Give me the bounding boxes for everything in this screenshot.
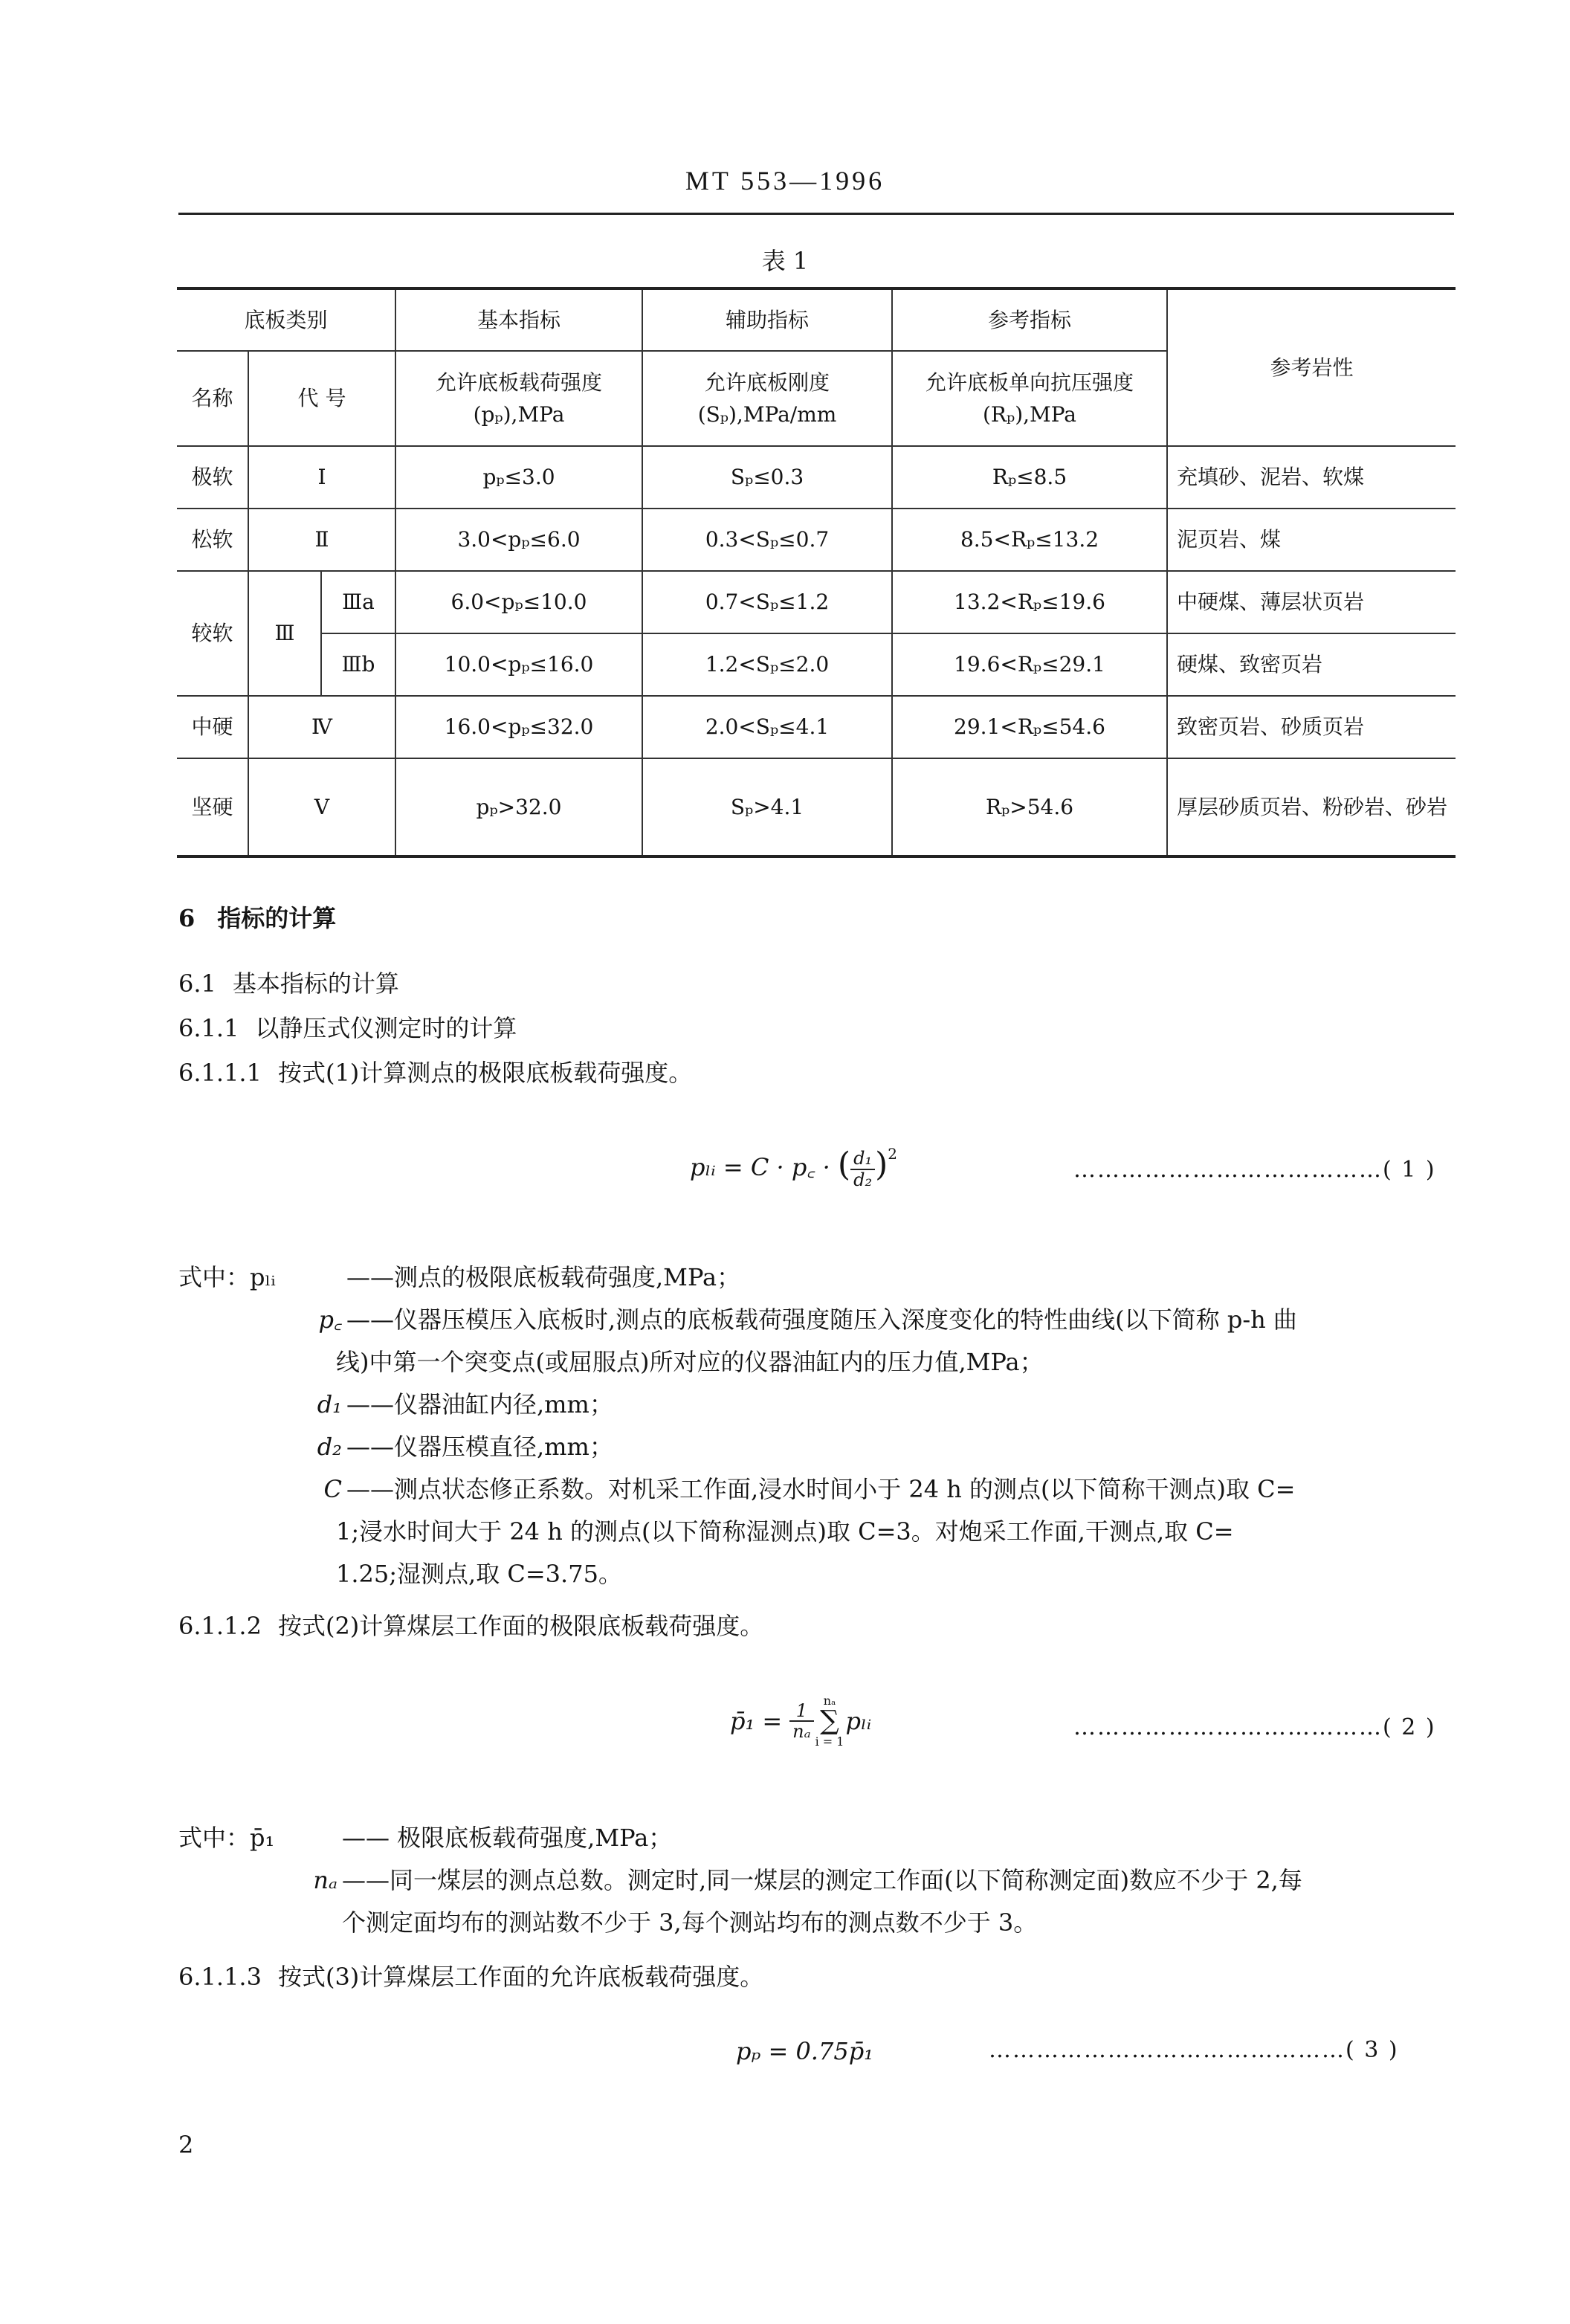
definition-text: 1.25;湿测点,取 C=3.75。 [336,1560,622,1588]
row-aux: 2.0<Sₚ≤4.1 [642,696,892,758]
row-code: Ⅲ [248,571,321,696]
eq1-mid: = C · p꜀ · [723,1153,830,1181]
row-rock: 充填砂、泥岩、软煤 [1167,446,1456,509]
definition-line [178,1341,1457,1384]
row-basic: 6.0<pₚ≤10.0 [395,571,642,633]
definition-symbol: 式中：pₗᵢ [178,1263,276,1291]
definition-symbol [178,1341,336,1384]
definition-line [178,1902,1457,1944]
equation-1-label: …………………………………( 1 ) [1073,1157,1436,1183]
table-row [177,633,1456,696]
subheader-basic: 允许底板载荷强度 (pₚ),MPa [395,351,642,446]
definition-line [178,1553,1457,1595]
table-caption: 表 1 [761,247,809,275]
section-title: 指标的计算 [217,904,337,932]
row-aux: 0.7<Sₚ≤1.2 [642,571,892,633]
equation-3: pₚ = 0.75p̄₁ [736,2037,873,2065]
eq2-equals: = [762,1707,783,1735]
definition-text: ——仪器油缸内径,mm； [346,1390,613,1418]
row-ref: 19.6<Rₚ≤29.1 [892,633,1167,696]
row-code: Ⅰ [248,446,395,509]
eq2-numerator: 1 [789,1701,813,1722]
eq1-exponent: 2 [888,1145,897,1163]
definition-line [178,1859,1457,1902]
definition-symbol: C [323,1475,342,1503]
row-code: Ⅴ [248,758,395,856]
row-code: Ⅱ [248,509,395,571]
section-title: 基本指标的计算 [232,969,399,998]
table-header-row [177,288,1456,351]
section-6-1-heading [178,965,399,999]
row-basic: 16.0<pₚ≤32.0 [395,696,642,758]
definition-line [178,1426,1457,1468]
section-6-1-1-1-heading [178,1054,692,1088]
header-basic: 基本指标 [395,288,642,351]
definition-text: 线)中第一个突变点(或屈服点)所对应的仪器油缸内的压力值,MPa； [336,1348,1044,1376]
definition-text: ——测点的极限底板载荷强度,MPa； [346,1263,741,1291]
definition-line [178,1511,1457,1553]
section-number: 6.1.1.1 [178,1059,262,1087]
section-title: 以静压式仪测定时的计算 [255,1014,517,1042]
definition-symbol: d₂ [317,1433,342,1461]
definition-text: —— 极限底板载荷强度,MPa； [342,1824,673,1852]
row-ref: Rₚ≤8.5 [892,446,1167,509]
table-row [177,446,1456,509]
definition-symbol [178,1553,336,1595]
section-number: 6.1 [178,969,216,998]
definition-symbol [178,1511,336,1553]
equation-2 [730,1694,871,1749]
subheader-aux: 允许底板刚度 (Sₚ),MPa/mm [642,351,892,446]
definition-symbol: nₐ [313,1866,337,1894]
row-rock: 厚层砂质页岩、粉砂岩、砂岩 [1167,758,1456,856]
definition-text: ——仪器压模直径,mm； [346,1433,613,1461]
eq2-sum-sign: ∑ [820,1705,839,1736]
definition-symbol: p꜀ [318,1305,342,1334]
header-rule [178,213,1454,215]
definition-text: ——测点状态修正系数。对机采工作面,浸水时间小于 24 h 的测点(以下简称干测点)取 C= [346,1475,1296,1503]
definition-line [178,1817,1457,1859]
header-aux: 辅助指标 [642,288,892,351]
row-basic: pₚ>32.0 [395,758,642,856]
table-row [177,696,1456,758]
eq2-lhs: p̄₁ [730,1707,755,1735]
row-rock: 硬煤、致密页岩 [1167,633,1456,696]
definition-text: 1;浸水时间大于 24 h 的测点(以下简称湿测点)取 C=3。对炮采工作面,干测点,取 C= [336,1517,1234,1546]
definition-line [178,1299,1457,1341]
equation-2-definitions [178,1817,1457,1944]
equation-1: pₗᵢ = C · p꜀ · ( $\frac{\text{d₁}}{\text{d₂}}$ )$^2$ [690,1145,897,1190]
section-title: 按式(3)计算煤层工作面的允许底板载荷强度。 [277,1963,764,1991]
subheader-name: 名称 [177,351,248,446]
eq2-fraction [789,1701,813,1742]
definition-symbol: 式中：p̄₁ [178,1824,275,1852]
definition-line [178,1384,1457,1426]
definition-text: ——仪器压模压入底板时,测点的底板载荷强度随压入深度变化的特性曲线(以下简称 p-h 曲 [346,1305,1297,1334]
section-number: 6.1.1.3 [178,1963,262,1991]
table-row [177,571,1456,633]
document-code-header: MT 553—1996 [685,166,885,196]
eq2-sum-top: nₐ [823,1694,836,1708]
section-6-1-1-3-heading [178,1958,763,1992]
equation-3-label: ………………………………………( 3 ) [989,2037,1399,2063]
section-6-1-1-2-heading [178,1607,763,1642]
row-name: 较软 [177,571,248,696]
definition-line [178,1468,1457,1511]
definition-text: ——同一煤层的测点总数。测定时,同一煤层的测定工作面(以下简称测定面)数应不少于 2,每 [342,1866,1302,1894]
row-ref: 8.5<Rₚ≤13.2 [892,509,1167,571]
row-basic: 10.0<pₚ≤16.0 [395,633,642,696]
section-number: 6 [178,904,196,932]
row-basic: 3.0<pₚ≤6.0 [395,509,642,571]
definition-text: 个测定面均布的测站数不少于 3,每个测站均布的测点数不少于 3。 [342,1908,1038,1937]
row-rock: 泥页岩、煤 [1167,509,1456,571]
header-category: 底板类别 [177,288,395,351]
row-name: 松软 [177,509,248,571]
equation-1-definitions [178,1256,1457,1595]
section-6-1-1-heading [178,1010,517,1044]
row-aux: 0.3<Sₚ≤0.7 [642,509,892,571]
row-aux: Sₚ>4.1 [642,758,892,856]
row-name: 坚硬 [177,758,248,856]
row-basic: pₚ≤3.0 [395,446,642,509]
eq2-denominator: nₐ [792,1721,811,1742]
floor-classification-table [177,287,1456,858]
eq2-sum-bottom: i = 1 [815,1734,844,1749]
eq1-denominator: d₂ [853,1169,873,1190]
eq2-term: pₗᵢ [845,1707,872,1735]
table-row [177,509,1456,571]
row-rock: 致密页岩、砂质页岩 [1167,696,1456,758]
subheader-ref: 允许底板单向抗压强度 (Rₚ),MPa [892,351,1167,446]
section-6-heading [178,900,336,934]
definition-line [178,1256,1457,1299]
row-aux: 1.2<Sₚ≤2.0 [642,633,892,696]
subheader-code: 代 号 [248,351,395,446]
definition-symbol [178,1902,342,1944]
definition-symbol: d₁ [317,1390,342,1418]
eq1-lhs: pₗᵢ [690,1153,716,1181]
row-name: 极软 [177,446,248,509]
row-subcode: Ⅲb [321,633,395,696]
row-ref: Rₚ>54.6 [892,758,1167,856]
section-title: 按式(2)计算煤层工作面的极限底板载荷强度。 [277,1612,764,1640]
row-ref: 13.2<Rₚ≤19.6 [892,571,1167,633]
header-ref: 参考指标 [892,288,1167,351]
equation-2-label: …………………………………( 2 ) [1073,1714,1436,1740]
section-number: 6.1.1 [178,1014,239,1042]
row-rock: 中硬煤、薄层状页岩 [1167,571,1456,633]
section-number: 6.1.1.2 [178,1612,262,1640]
table-row [177,758,1456,856]
row-subcode: Ⅲa [321,571,395,633]
eq1-fraction [850,1149,875,1190]
row-name: 中硬 [177,696,248,758]
eq2-summation [815,1694,844,1749]
row-code: Ⅳ [248,696,395,758]
header-rock: 参考岩性 [1167,288,1456,446]
eq1-numerator: d₁ [850,1149,875,1169]
row-aux: Sₚ≤0.3 [642,446,892,509]
row-ref: 29.1<Rₚ≤54.6 [892,696,1167,758]
section-title: 按式(1)计算测点的极限底板载荷强度。 [277,1059,693,1087]
page-number: 2 [178,2131,194,2159]
